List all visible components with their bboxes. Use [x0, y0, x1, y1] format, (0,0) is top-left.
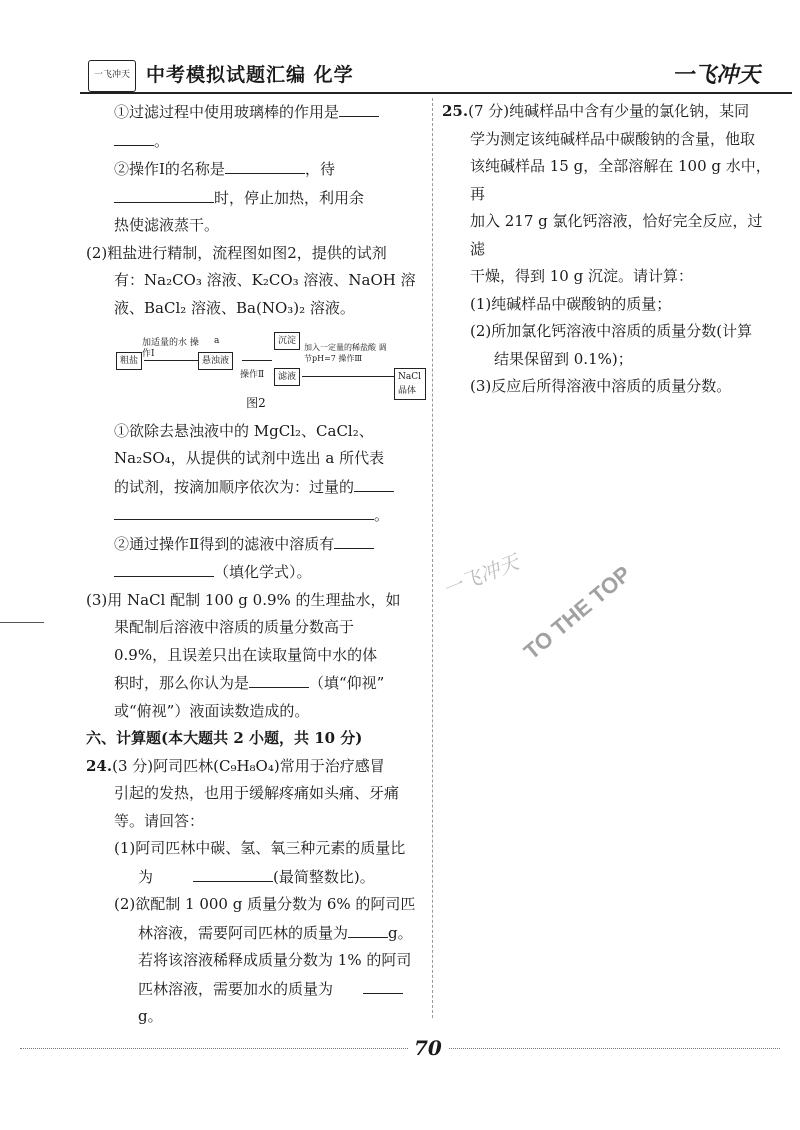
- text-line: 若将该溶液稀释成质量分数为 1% 的阿司: [138, 951, 412, 969]
- text-line: ②操作Ⅰ的名称是 ，待: [86, 155, 426, 184]
- answer-blank[interactable]: [114, 501, 374, 520]
- text-line: 干燥，得到 10 g 沉淀。请计算：: [470, 267, 693, 285]
- figure-caption: 图2: [246, 396, 266, 410]
- text-line: 结果保留到 0.1%)；: [494, 349, 633, 368]
- answer-blank[interactable]: [354, 473, 394, 492]
- answer-blank[interactable]: [334, 530, 374, 549]
- flow-step-2-label: 操作Ⅱ: [240, 370, 265, 380]
- question-number: 25.: [442, 102, 469, 120]
- text-line: 学为测定该纯碱样品中碳酸钠的含量，他取: [470, 129, 756, 148]
- flowchart-figure-2: [116, 328, 426, 394]
- answer-blank[interactable]: [348, 919, 388, 938]
- text-line: 为 (最简整数比)。: [86, 863, 426, 892]
- watermark-cn: 一飞冲天: [438, 549, 523, 603]
- text-line: 积时，那么你认为是 （填“仰视”: [86, 669, 426, 698]
- logo: [88, 60, 136, 92]
- question-number: 24.: [86, 756, 113, 775]
- logo-text: 一飞冲天: [93, 70, 130, 80]
- text-line: 液、BaCl₂ 溶液、Ba(NO₃)₂ 溶液。: [114, 298, 355, 317]
- flow-reagent-a: a: [214, 336, 220, 346]
- text-line: 匹林溶液，需要加水的质量为g。: [86, 975, 426, 1031]
- flow-box-crude-salt: 粗盐: [116, 352, 142, 370]
- text-line: (1)阿司匹林中碳、氢、氧三种元素的质量比: [114, 839, 406, 857]
- right-column: [442, 98, 772, 401]
- text-line: (2)欲配制 1 000 g 质量分数为 6% 的阿司匹: [114, 895, 416, 913]
- answer-blank[interactable]: [114, 184, 214, 203]
- text-line: 该纯碱样品 15 g，全部溶解在 100 g 水中，再: [470, 157, 771, 203]
- question-25-line: 25.(7 分)纯碱样品中含有少量的氯化钠，某同: [442, 102, 750, 120]
- brand-text: 一飞冲天: [671, 62, 760, 88]
- answer-blank[interactable]: [363, 975, 403, 994]
- answer-blank[interactable]: [114, 558, 214, 577]
- text-line: 。: [86, 127, 426, 156]
- text-line: ①过滤过程中使用玻璃棒的作用是: [86, 98, 426, 127]
- text-line: ②通过操作Ⅱ得到的滤液中溶质有: [86, 530, 426, 559]
- flow-arrow: [242, 360, 272, 361]
- question-2-line: (2)粗盐进行精制，流程图如图2，提供的试剂: [86, 243, 387, 262]
- text-line: (1)纯碱样品中碳酸钠的质量；: [470, 294, 672, 313]
- footer-rule: [20, 1048, 780, 1049]
- text-line: 或“俯视”）液面读数造成的。: [114, 701, 310, 720]
- text-line: ①欲除去悬浊液中的 MgCl₂、CaCl₂、: [114, 421, 374, 440]
- text-line: (3)反应后所得溶液中溶质的质量分数。: [470, 377, 732, 395]
- watermark-en: TO THE TOP: [518, 560, 636, 665]
- left-column: [86, 98, 426, 1031]
- flow-box-filtrate: 滤液: [274, 368, 300, 386]
- flow-arrow: [144, 360, 198, 361]
- section-heading: 六、计算题(本大题共 2 小题，共 10 分): [86, 729, 363, 747]
- text-line: 热使滤液蒸干。: [114, 216, 220, 234]
- text-line: 时，停止加热，利用余: [86, 184, 426, 213]
- answer-blank[interactable]: [114, 127, 154, 146]
- text-line: 林溶液，需要阿司匹林的质量为 g。: [86, 919, 426, 948]
- question-24-line: 24.(3 分)阿司匹林(C₉H₈O₄)常用于治疗感冒: [86, 756, 385, 775]
- answer-blank[interactable]: [193, 863, 273, 882]
- text-line: （填化学式）。: [86, 558, 426, 587]
- column-divider: [432, 98, 433, 1018]
- answer-blank[interactable]: [339, 98, 379, 117]
- flow-box-suspension: 悬浊液: [198, 352, 233, 370]
- text-line: 等。请回答：: [114, 811, 205, 830]
- page-header: [80, 52, 800, 92]
- text-line: 引起的发热，也用于缓解疼痛如头痛、牙痛: [114, 784, 400, 802]
- text-line: 0.9%，且误差只出在读取量筒中水的体: [114, 645, 378, 664]
- answer-blank[interactable]: [249, 669, 309, 688]
- flow-step-3-label: 加入一定量的稀盐酸 调节pH=7 操作Ⅲ: [304, 343, 387, 363]
- flow-box-nacl-crystal: NaCl晶体: [394, 368, 426, 400]
- flow-arrow: [302, 376, 394, 377]
- margin-mark: [0, 622, 44, 623]
- text-line: 的试剂，按滴加顺序依次为：过量的: [86, 473, 426, 502]
- text-line: (2)所加氯化钙溶液中溶质的质量分数(计算: [470, 322, 753, 340]
- book-title: 中考模拟试题汇编 化学: [146, 64, 354, 86]
- text-line: 加入 217 g 氯化钙溶液，恰好完全反应，过滤: [470, 212, 763, 258]
- flow-box-precipitate: 沉淀: [274, 332, 300, 350]
- text-line: Na₂SO₄，从提供的试剂中选出 a 所代表: [114, 449, 385, 467]
- page-number: 70: [408, 1036, 448, 1060]
- answer-blank[interactable]: [225, 155, 305, 174]
- text-line: 有：Na₂CO₃ 溶液、K₂CO₃ 溶液、NaOH 溶: [114, 271, 416, 289]
- header-rule: [80, 92, 792, 94]
- text-line: 。: [86, 501, 426, 530]
- question-3-line: (3)用 NaCl 配制 100 g 0.9% 的生理盐水，如: [86, 590, 401, 609]
- flow-step-1-label: 加适量的水 操作Ⅰ: [142, 338, 199, 359]
- text-line: 果配制后溶液中溶质的质量分数高于: [114, 618, 355, 636]
